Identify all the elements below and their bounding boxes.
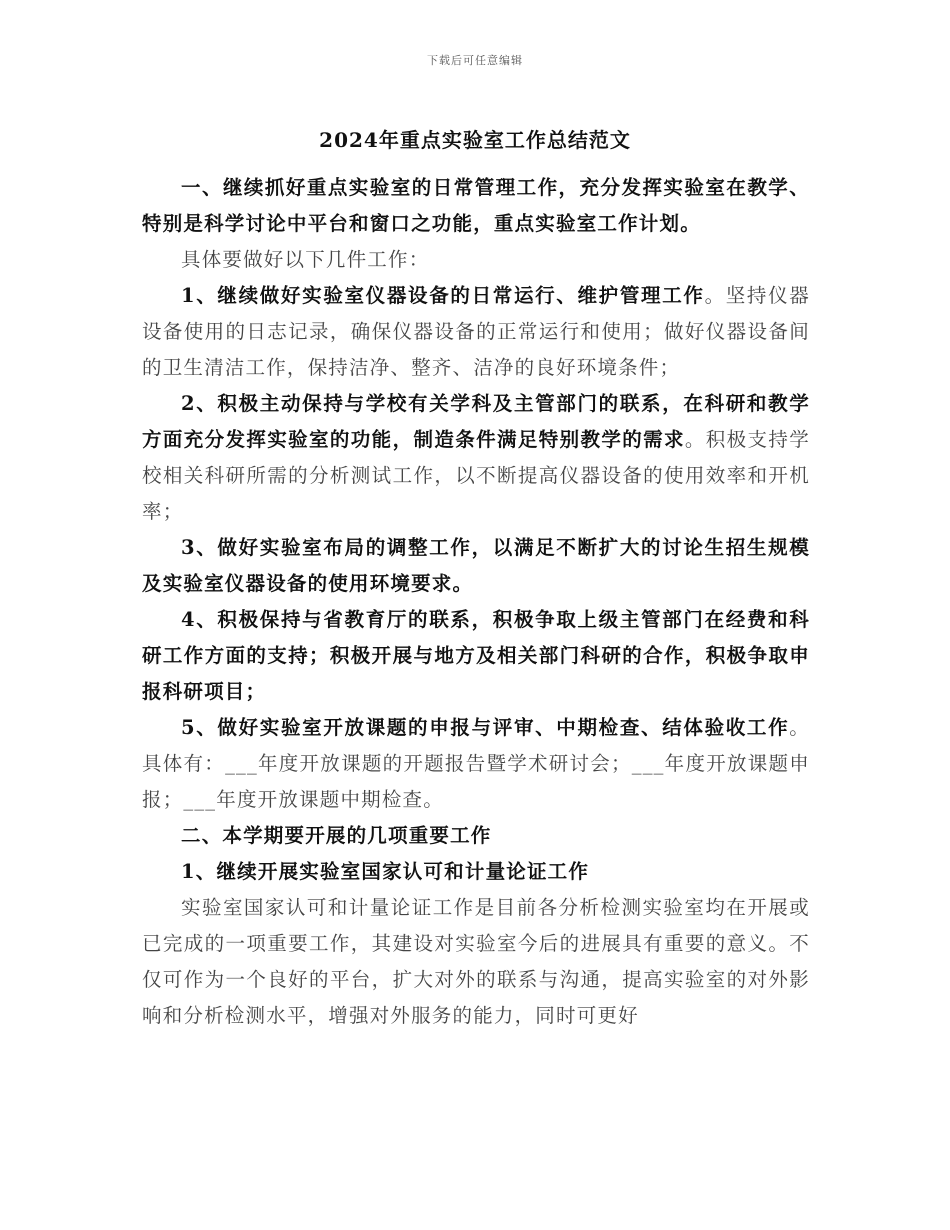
paragraph-section-2-heading: 二、本学期要开展的几项重要工作 [181,824,492,847]
paragraph-certification-body: 实验室国家认可和计量论证工作是目前各分析检测实验室均在开展或已完成的一项重要工作，其建设对实验室今后的进展具有重要的意义。不仅可作为一个良好的平台，扩大对外的联系与沟通，提高实验室的对外影响和分析检测水平，增强对外服务的能力，同时可更好 [142,896,810,1027]
document-title: 2024年重点实验室工作总结范文 [319,128,631,152]
paragraph-item-2 [142,386,810,530]
item-1-body: 。坚持仪器设备使用的日志记录，确保仪器设备的正常运行和使用；做好仪器设备间的卫生清洁工作，保持洁净、整齐、洁净的良好环境条件； [142,284,810,379]
paragraph-item-3: 3、做好实验室布局的调整工作，以满足不断扩大的讨论生招生规模及实验室仪器设备的使用环境要求。 [142,536,810,595]
paragraph-section-1-heading: 一、继续抓好重点实验室的日常管理工作，充分发挥实验室在教学、特别是科学讨论中平台和窗口之功能，重点实验室工作计划。 [142,176,810,235]
item-2-body: 。积极支持学校相关科研所需的分析测试工作，以不断提高仪器设备的使用效率和开机率； [142,428,811,523]
document-body [142,170,810,1034]
item-2-heading: 2、积极主动保持与学校有关学科及主管部门的联系，在科研和教学方面充分发挥实验室的功能，制造条件满足特别教学的需求 [142,392,810,451]
item-5-heading: 5、做好实验室开放课题的申报与评审、中期检查、结体验收工作 [181,716,790,739]
paragraph-item-4: 4、积极保持与省教育厅的联系，积极争取上级主管部门在经费和科研工作方面的支持；积极开展与地方及相关部门科研的合作，积极争取申报科研项目； [142,608,810,703]
header-note: 下载后可任意编辑 [427,54,523,67]
item-1-heading: 1、继续做好实验室仪器设备的日常运行、维护管理工作 [181,284,705,307]
paragraph-item-1 [142,278,810,386]
paragraph-item-5 [142,710,810,818]
item-5-body: 。具体有：___年度开放课题的开题报告暨学术研讨会；___年度开放课题申报；___年度开放课题中期检查。 [142,716,810,811]
paragraph-intro: 具体要做好以下几件工作： [181,248,430,271]
paragraph-subheading-1: 1、继续开展实验室国家认可和计量论证工作 [181,860,590,883]
